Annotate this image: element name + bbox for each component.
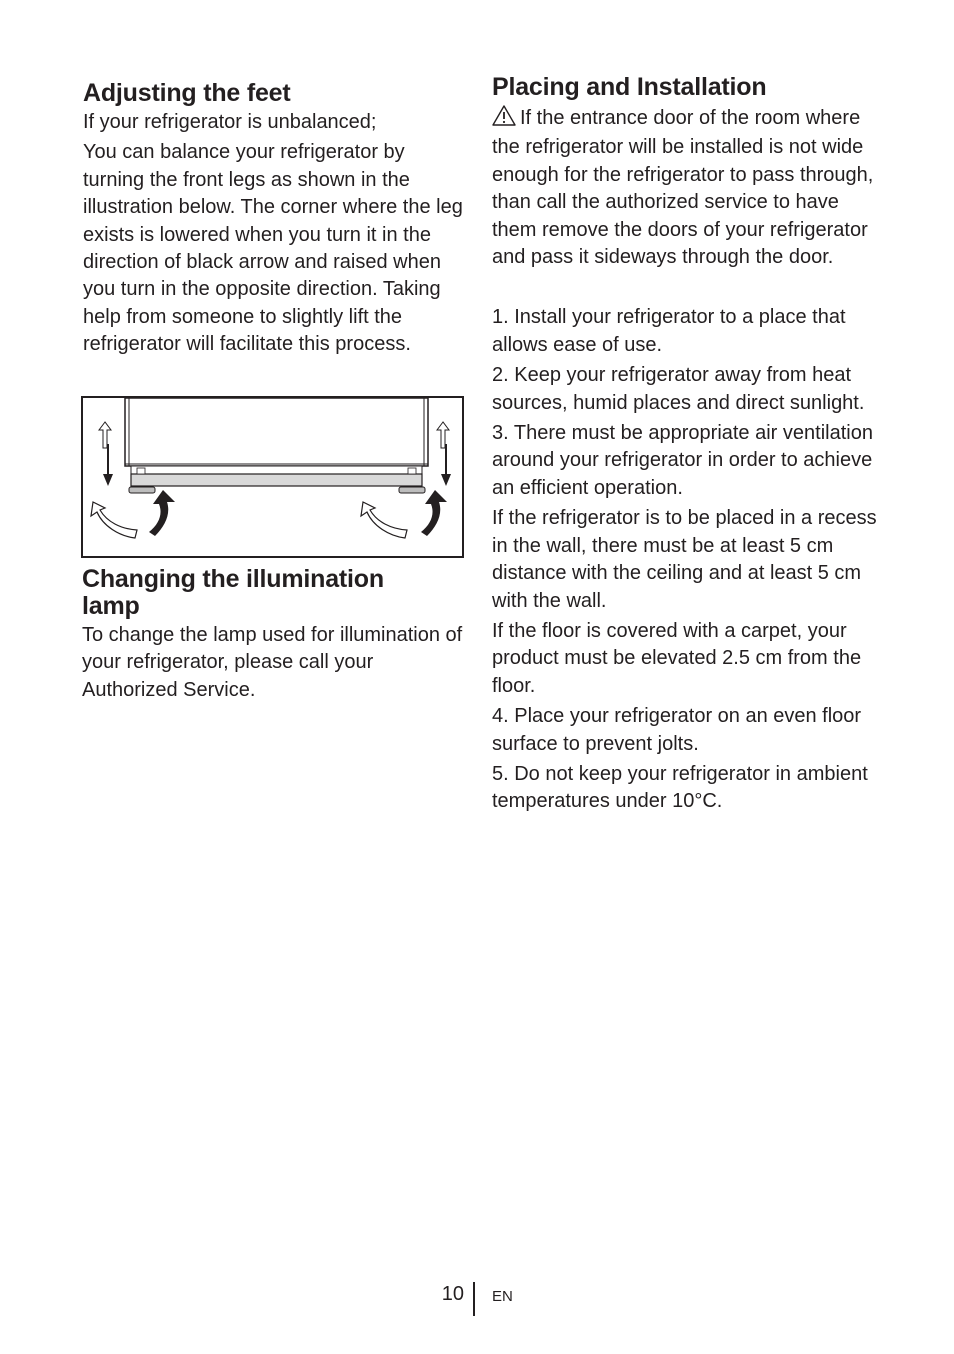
plinth (131, 466, 422, 474)
carpet-note: If the floor is covered with a carpet, your product must be elevated 2.5 cm from the floor. (492, 619, 862, 697)
feet-adjustment-illustration (81, 396, 464, 558)
page-number: 10 (441, 1283, 464, 1305)
feet-body: You can balance your refrigerator by turning the front legs as shown in the illustration below. The corner where the leg exists is lowered when you turn it in the direction of black arrow and raised when you turn in the opposite direction. Taking help from someone to slightly lift the refrigerator will facilitate this process. (83, 141, 463, 356)
refrigerator-feet-diagram (83, 398, 462, 556)
warning-text: If the entrance door of the room where the refrigerator will be installed is not wide enough for the refrigerator to pass through, than call the authorized service to have them remove the doors of your refrigerator and pass it sideways through the door. (492, 107, 874, 269)
placing-installation-section (492, 74, 882, 816)
footer-divider (473, 1282, 475, 1316)
language-code: EN (492, 1288, 513, 1305)
install-item-1: 1. Install your refrigerator to a place that allows ease of use. (492, 306, 846, 356)
illumination-lamp-section (82, 566, 466, 704)
refrigerator-body (125, 398, 428, 466)
install-item-2: 2. Keep your refrigerator away from heat sources, humid places and direct sunlight. (492, 364, 865, 414)
placing-heading: Placing and Installation (492, 73, 767, 101)
left-vertical-arrows (99, 422, 113, 486)
feet-heading: Adjusting the feet (83, 79, 291, 107)
right-rotation-arrows (361, 490, 447, 538)
install-item-4: 4. Place your refrigerator on an even floor surface to prevent jolts. (492, 705, 862, 755)
page-footer (0, 1282, 954, 1316)
warning-paragraph (492, 105, 882, 271)
left-rotation-arrows (91, 490, 175, 538)
left-foot (129, 487, 155, 493)
base-grille (131, 474, 422, 486)
install-item-3: 3. There must be appropriate air ventilation around your refrigerator in order to achieve an efficient operation. (492, 422, 873, 499)
right-foot (399, 487, 425, 493)
adjusting-feet-section (83, 80, 467, 359)
lamp-heading: Changing the illumination lamp (82, 565, 384, 620)
right-vertical-arrows (437, 422, 451, 486)
lamp-body: To change the lamp used for illumination of your refrigerator, please call your Authorized Service. (82, 624, 463, 701)
warning-triangle-icon (492, 105, 516, 134)
recess-note: If the refrigerator is to be placed in a recess in the wall, there must be at least 5 cm distance with the ceiling and at least 5 cm with the wall. (492, 507, 877, 612)
feet-intro: If your refrigerator is unbalanced; (83, 111, 377, 133)
install-item-5: 5. Do not keep your refrigerator in ambient temperatures under 10°C. (492, 762, 868, 813)
